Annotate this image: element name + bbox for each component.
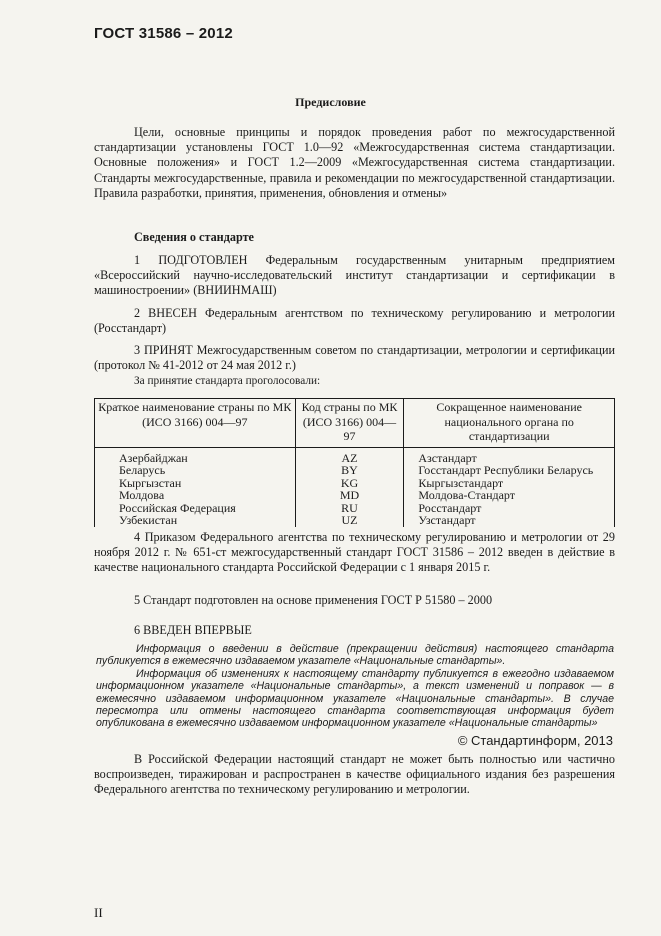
copyright-notice: © Стандартинформ, 2013 (457, 733, 613, 748)
table-header-authority: Сокращенное наименование национального органа по стандартизации (404, 399, 615, 448)
voting-countries-table (94, 398, 615, 527)
foreword-title: Предисловие (295, 95, 366, 109)
info-item-3: 3 ПРИНЯТ Межгосударственным советом по стандартизации, метрологии и сертификации (протокол № 41-2012 от 24 мая 2012 г.) (94, 343, 615, 373)
country-name: Узбекистан (95, 514, 296, 527)
notice-introduction: Информация о введении в действие (прекращении действия) настоящего стандарта публикуется в ежемесячно издаваемом указателе «Национальные стандарты». (96, 643, 614, 668)
authority-name: Кыргызстандарт (404, 477, 615, 490)
standard-info-title: Сведения о стандарте (134, 230, 254, 244)
table-row (95, 464, 615, 477)
country-code: MD (295, 489, 404, 502)
authority-name: Азстандарт (404, 447, 615, 464)
notice-changes: Информация об изменениях к настоящему стандарту публикуется в ежегодно издаваемом информационном указателе «Национальные стандарты», а текст изменений и поправок — в ежемесячно издаваемом информационном указателе «Национальные стандарты». В случае пересмотра или отмены настоящего стандарта соответствующая информация будет опубликована в ежемесячно издаваемом информационном указателе «Национальные стандарты» (96, 668, 614, 730)
table-row (95, 447, 615, 464)
info-item-6: 6 ВВЕДЕН ВПЕРВЫЕ (134, 623, 252, 637)
country-code: BY (295, 464, 404, 477)
authority-name: Узстандарт (404, 514, 615, 527)
authority-name: Росстандарт (404, 502, 615, 515)
table-row (95, 514, 615, 527)
country-code: KG (295, 477, 404, 490)
authority-name: Госстандарт Республики Беларусь (404, 464, 615, 477)
table-row (95, 489, 615, 502)
document-code-header: ГОСТ 31586 – 2012 (94, 25, 233, 42)
info-item-4: 4 Приказом Федерального агентства по техническому регулированию и метрологии от 29 ноября 2012 г. № 651-ст межгосударственный стандарт ГОСТ 31586 – 2012 введен в действие в качестве национального стандарта Российской Федерации с 1 января 2015 г. (94, 530, 615, 575)
table-header-code: Код страны по МК (ИСО 3166) 004—97 (295, 399, 404, 448)
country-code: AZ (295, 447, 404, 464)
legal-notice: В Российской Федерации настоящий стандарт не может быть полностью или частично воспроизведен, тиражирован и распространен в качестве официального издания без разрешения Федерального агентства по техническому регулированию и метрологии. (94, 752, 615, 797)
info-item-2: 2 ВНЕСЕН Федеральным агентством по техническому регулированию и метрологии (Росстандарт) (94, 306, 615, 336)
country-name: Молдова (95, 489, 296, 502)
table-header-country: Краткое наименование страны по МК (ИСО 3166) 004—97 (95, 399, 296, 448)
country-name: Кыргызстан (95, 477, 296, 490)
foreword-paragraph: Цели, основные принципы и порядок проведения работ по межгосударственной стандартизации установлены ГОСТ 1.0—92 «Межгосударственная система стандартизации. Основные положения» и ГОСТ 1.2—2009 «Межгосударственная система стандартизации. Стандарты межгосударственные, правила и рекомендации по межгосударственной стандартизации. Правила разработки, принятия, применения, обновления и отмены» (94, 125, 615, 200)
country-name: Российская Федерация (95, 502, 296, 515)
country-name: Азербайджан (95, 447, 296, 464)
country-code: UZ (295, 514, 404, 527)
info-item-5: 5 Стандарт подготовлен на основе применения ГОСТ Р 51580 – 2000 (134, 593, 493, 607)
page-number: II (94, 905, 103, 920)
voted-label: За принятие стандарта проголосовали: (134, 375, 321, 387)
authority-name: Молдова-Стандарт (404, 489, 615, 502)
country-name: Беларусь (95, 464, 296, 477)
info-item-1: 1 ПОДГОТОВЛЕН Федеральным государственным унитарным предприятием «Всероссийский научно-исследовательский институт стандартизации и сертификации в машиностроении» (ВНИИНМАШ) (94, 253, 615, 298)
country-code: RU (295, 502, 404, 515)
